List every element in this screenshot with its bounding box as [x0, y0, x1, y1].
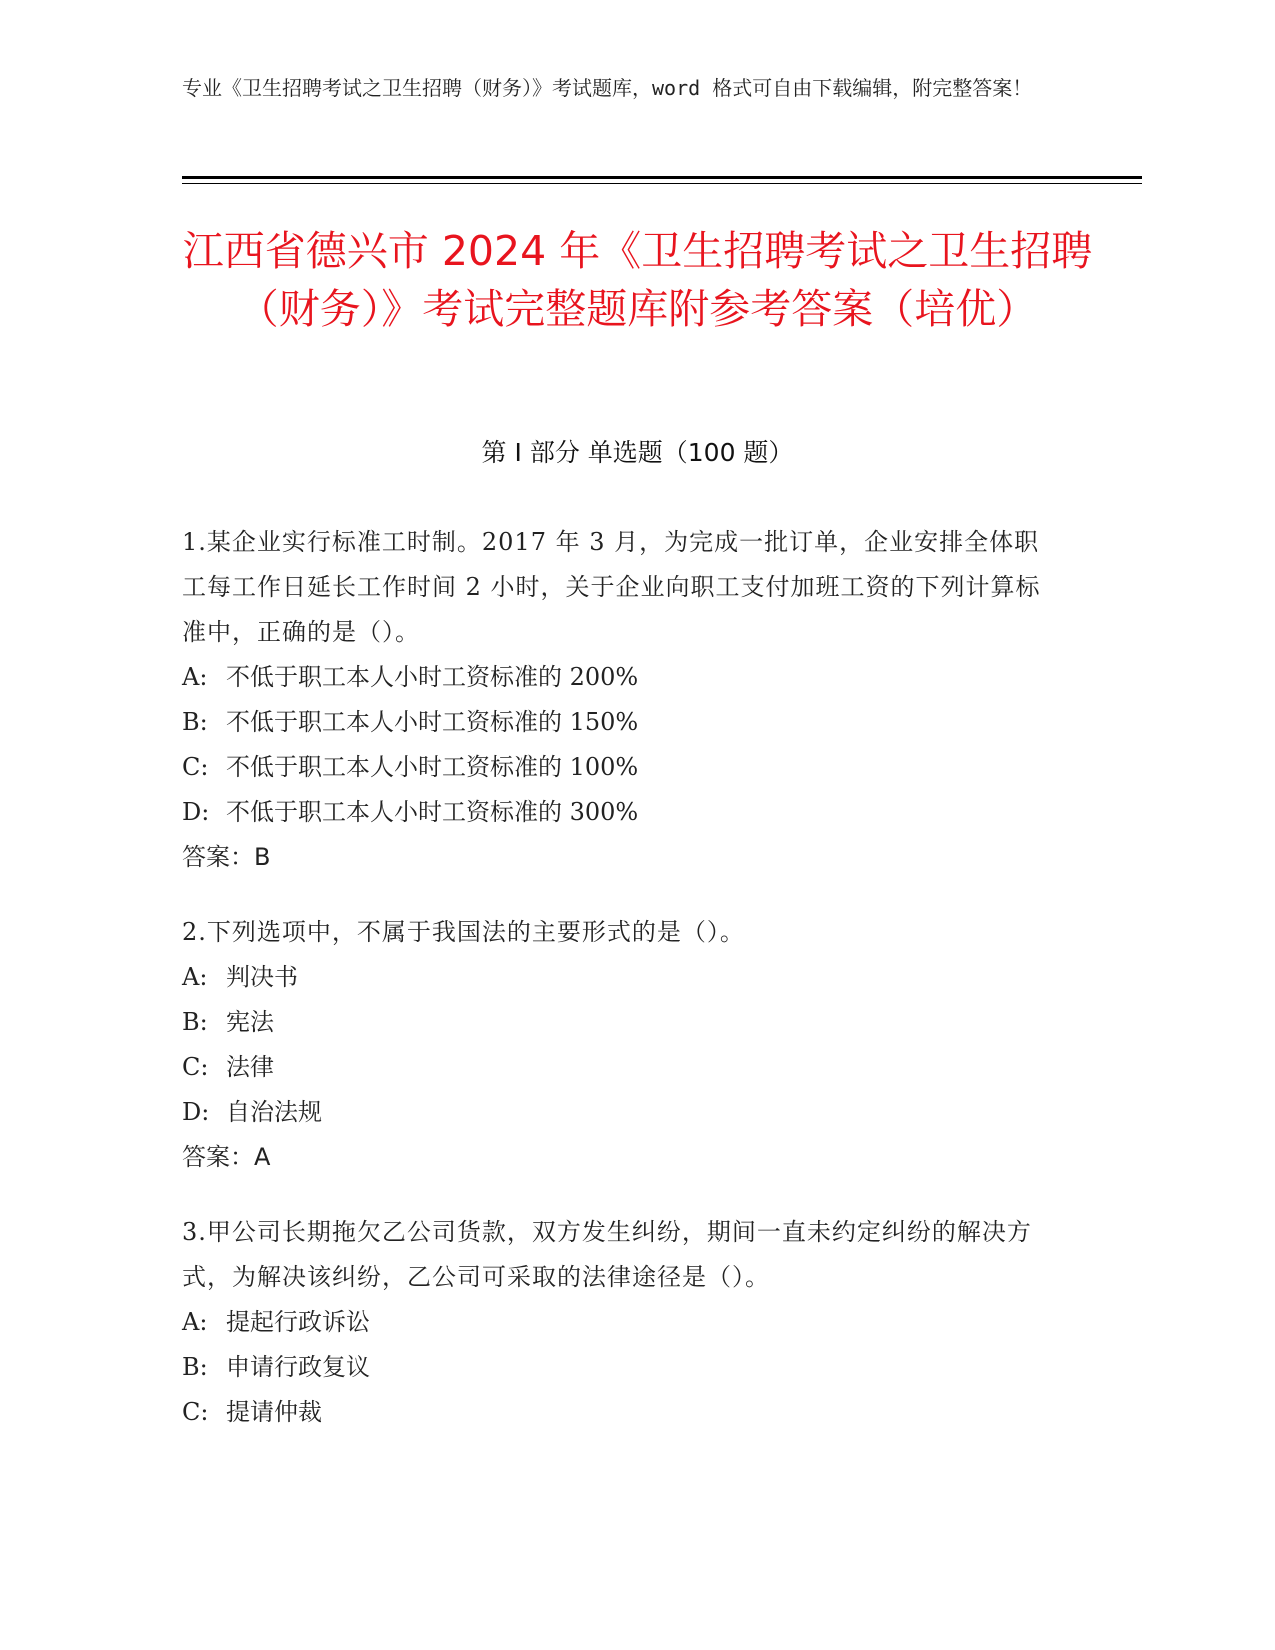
option-d — [182, 790, 1062, 835]
question-3 — [182, 1210, 1062, 1435]
option-letter: A: — [182, 663, 208, 691]
option-text: 法律 — [226, 1053, 274, 1081]
option-b — [182, 1000, 1062, 1045]
option-letter: C: — [182, 1053, 209, 1081]
answer-label: 答案： — [182, 1143, 254, 1171]
option-text: 判决书 — [226, 963, 298, 991]
answer-line — [182, 1135, 1062, 1180]
document-title: 江西省德兴市 2024 年《卫生招聘考试之卫生招聘（财务）》考试完整题库附参考答案（培优） — [182, 227, 1093, 333]
option-letter: A: — [182, 1308, 208, 1336]
header-rule-thick — [182, 176, 1142, 179]
question-list — [182, 520, 1062, 1465]
question-1 — [182, 520, 1062, 880]
option-c — [182, 1390, 1062, 1435]
option-b — [182, 1345, 1062, 1390]
option-a — [182, 655, 1062, 700]
question-stem: 1.某企业实行标准工时制。2017 年 3 月，为完成一批订单，企业安排全体职工每工作日延长工作时间 2 小时，关于企业向职工支付加班工资的下列计算标准中，正确的是（）。 — [182, 528, 1041, 646]
option-b — [182, 700, 1062, 745]
option-c — [182, 1045, 1062, 1090]
option-letter: A: — [182, 963, 208, 991]
option-text: 自治法规 — [226, 1098, 322, 1126]
option-text: 申请行政复议 — [226, 1353, 370, 1381]
option-d — [182, 1090, 1062, 1135]
option-text: 提起行政诉讼 — [226, 1308, 370, 1336]
option-text: 不低于职工本人小时工资标准的 300% — [226, 798, 639, 826]
option-a — [182, 1300, 1062, 1345]
option-letter: B: — [182, 1008, 208, 1036]
answer-value: B — [254, 843, 271, 871]
section-title: 第 I 部分 单选题（100 题） — [481, 438, 794, 467]
option-letter: D: — [182, 798, 210, 826]
question-stem: 3.甲公司长期拖欠乙公司货款，双方发生纠纷，期间一直未约定纠纷的解决方式，为解决该纠纷，乙公司可采取的法律途径是（）。 — [182, 1218, 1032, 1291]
header-note: 专业《卫生招聘考试之卫生招聘（财务）》考试题库，word 格式可自由下载编辑，附完整答案！ — [182, 76, 1033, 100]
header-rule-thin — [182, 183, 1142, 184]
option-text: 宪法 — [226, 1008, 274, 1036]
option-letter: C: — [182, 753, 209, 781]
option-letter: C: — [182, 1398, 209, 1426]
option-text: 提请仲裁 — [226, 1398, 322, 1426]
answer-line — [182, 835, 1062, 880]
option-a — [182, 955, 1062, 1000]
answer-label: 答案： — [182, 843, 254, 871]
option-letter: B: — [182, 708, 208, 736]
option-text: 不低于职工本人小时工资标准的 100% — [226, 753, 639, 781]
question-2 — [182, 910, 1062, 1180]
option-text: 不低于职工本人小时工资标准的 150% — [226, 708, 639, 736]
option-letter: B: — [182, 1353, 208, 1381]
option-letter: D: — [182, 1098, 210, 1126]
option-c — [182, 745, 1062, 790]
answer-value: A — [254, 1143, 271, 1171]
question-stem: 2.下列选项中，不属于我国法的主要形式的是（）。 — [182, 918, 745, 946]
option-text: 不低于职工本人小时工资标准的 200% — [226, 663, 639, 691]
